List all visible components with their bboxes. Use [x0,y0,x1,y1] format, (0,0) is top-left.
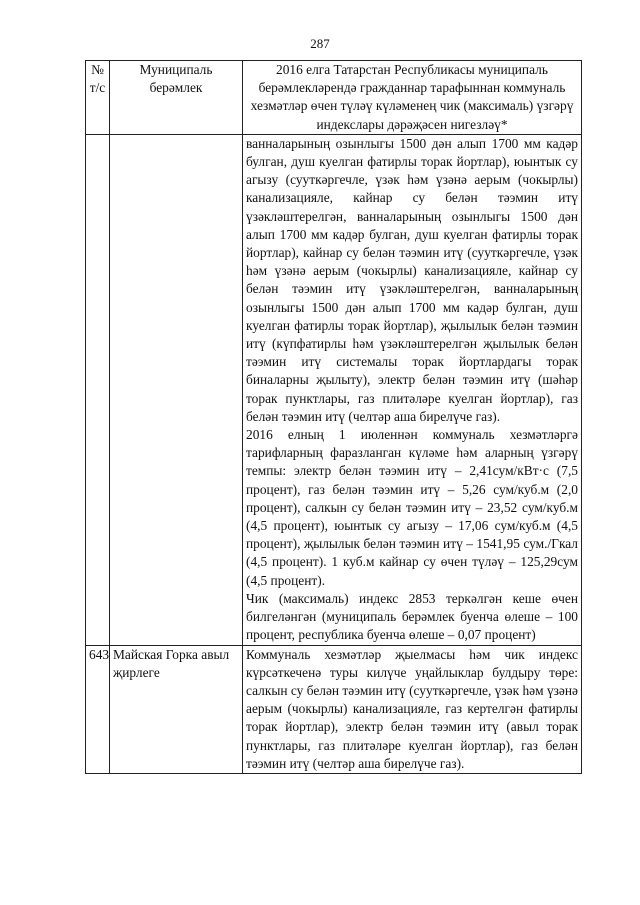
row-number [86,134,110,645]
page-number: 287 [310,36,330,51]
header-description: 2016 елга Татарстан Республикасы муниципаль берәмлекләрендә гражданнар тарафыннан коммуналь хезмәтләр өчен түләү күләменең чик (максималь) үзгәрү индекслары дәрәҗәсен нигезләү* [243,61,582,135]
paragraph-max-index: Чик (максималь) индекс 2853 теркәлгән кеше өчен билгеләнгән (муниципаль берәмлек буенча өлеше – 100 процент, республика буенча өлеше – 0,07 процент) [246,590,578,643]
row-municipality: Майская Горка авыл җирлеге [110,645,243,773]
row-number: 643 [86,645,110,773]
table-header-row [86,61,582,135]
row-description [243,134,582,645]
indices-table [85,60,582,774]
paragraph-tariffs: 2016 елның 1 июленнән коммуналь хезмәтләргә тарифларның фаразланган күләме һәм аларның үзгәрү темпы: электр белән тәэмин итү – 2,41сум/кВт·с (7,5 процент), газ белән тәэмин итү – 5,26 сум/куб.м (2,0 процент), салкын су белән тәэмин итү – 23,52 сум/куб.м (4,5 процент), юынтык су агызу – 17,06 сум/куб.м (4,5 процент), җылылык белән тәэмин итү – 1541,95 сум./Гкал (4,5 процент). 1 куб.м кайнар су өчен түләү – 125,29сум (4,5 процент). [246,427,578,588]
table-row [86,134,582,645]
table-row [86,645,582,773]
header-municipality: Муниципаль берәмлек [110,61,243,135]
paragraph-utilities: ванналарының озынлыгы 1500 дән алып 1700 мм кадәр булган, душ куелган фатирлы торак йортлар), юынтык су агызу (сууткәргечле, үзәк һәм үзәнә аерым (чокырлы) канализацияле, кайнар су белән тәэмин итү үзәкләштерелгән, ванналарының озынлыгы 1500 дән алып 1700 мм кадәр булган, душ куелган фатирлы торак йортлар), кайнар су белән тәэмин итү (сууткәргечле, үзәк һәм үзәнә аерым (чокырлы) канализацияле, кайнар су белән тәэмин итү үзәкләштерелгән, ванналарының озынлыгы 1500 дән алып 1700 мм кадәр булган, душ куелган фатирлы торак йортлар), җылылык белән тәэмин итү (күпфатирлы һәм үзәкләштерелгән җылылык белән тәэмин итү системалы торак йортлардагы торак биналарны җылыту), электр белән тәэмин итү (шәһәр торак пунктлары, газ плитәләре куелган йортлар), газ белән тәэмин итү (челтәр аша бирелүче газ). [246,135,578,424]
row-municipality [110,134,243,645]
paragraph-utilities: Коммуналь хезмәтләр җыелмасы һәм чик индекс күрсәткеченә туры килүче уңайлыклар булдыру төре: салкын су белән тәэмин итү (сууткәргечле, үзәк һәм үзәнә аерым (чокырлы) канализацияле, газ кертелгән фатирлы торак йортлар), электр белән тәэмин итү (авыл торак пунктлары, газ плитәләре куелган йортлар), газ белән тәэмин итү (челтәр аша бирелүче газ). [246,646,578,771]
row-description [243,645,582,773]
header-number: № т/с [86,61,110,135]
